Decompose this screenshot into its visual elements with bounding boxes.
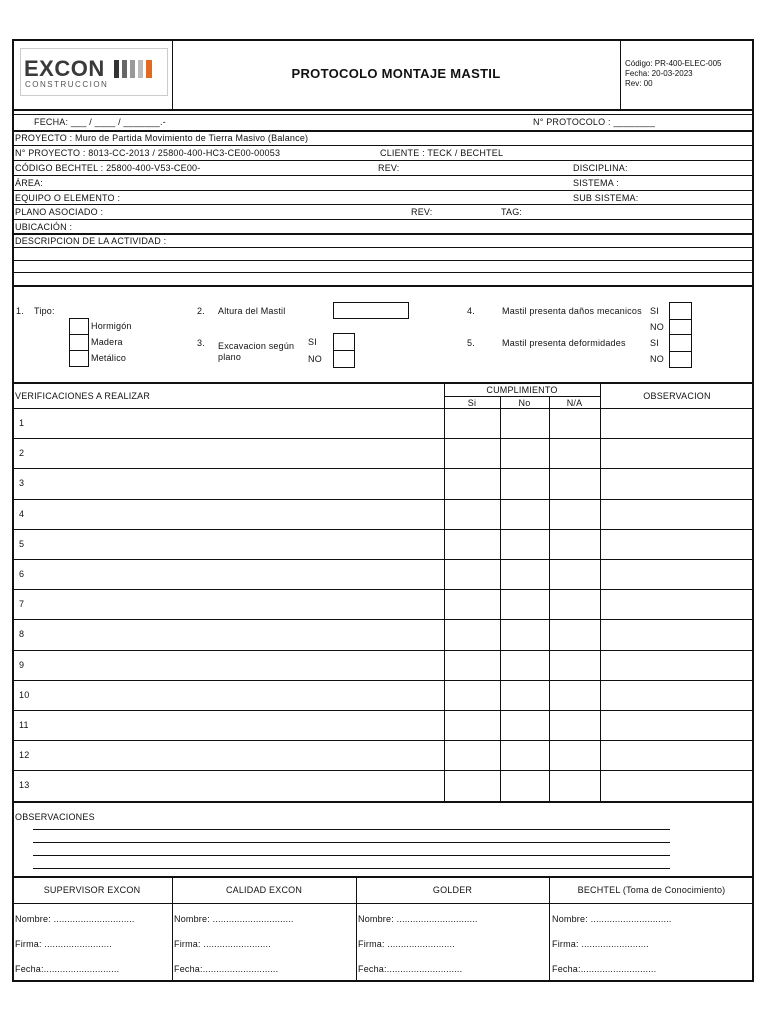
protocolo-field[interactable]: N° PROTOCOLO : ________ bbox=[533, 117, 656, 127]
logo-sub-text: CONSTRUCCION bbox=[25, 80, 109, 89]
verification-cell-si[interactable] bbox=[444, 499, 500, 529]
q3-label-b: plano bbox=[218, 352, 242, 362]
q4-no-label: NO bbox=[650, 322, 664, 332]
verification-cell-na[interactable] bbox=[549, 468, 600, 498]
verification-cell-no[interactable] bbox=[500, 499, 549, 529]
logo-bars bbox=[114, 60, 160, 78]
verification-row-number: 5 bbox=[19, 538, 25, 549]
sig-title-calidad: CALIDAD EXCON bbox=[225, 885, 303, 895]
doc-date: Fecha: 20-03-2023 bbox=[625, 69, 693, 78]
metalico-checkbox[interactable] bbox=[69, 350, 89, 367]
verification-cell-na[interactable] bbox=[549, 559, 600, 589]
sig-nombre-field[interactable]: Nombre: .............................. bbox=[552, 914, 672, 924]
q4-label: Mastil presenta daños mecanicos bbox=[502, 306, 642, 316]
verification-cell-si[interactable] bbox=[444, 589, 500, 619]
obs-line-2[interactable] bbox=[33, 842, 670, 843]
verif-header: VERIFICACIONES A REALIZAR bbox=[15, 391, 151, 401]
verification-cell-obs[interactable] bbox=[600, 619, 754, 649]
verification-row-number: 10 bbox=[19, 689, 30, 700]
verification-cell-si[interactable] bbox=[444, 710, 500, 740]
verification-cell-na[interactable] bbox=[549, 619, 600, 649]
verification-row-number: 11 bbox=[19, 720, 29, 730]
altura-mastil-input[interactable] bbox=[333, 302, 409, 319]
verification-cell-no[interactable] bbox=[500, 770, 549, 800]
q3-number: 3. bbox=[197, 338, 205, 348]
verification-cell-obs[interactable] bbox=[600, 589, 754, 619]
equipo-label: EQUIPO O ELEMENTO : bbox=[15, 193, 121, 203]
sig-firma-field[interactable]: Firma: ......................... bbox=[358, 939, 455, 949]
verification-cell-obs[interactable] bbox=[600, 529, 754, 559]
verification-cell-si[interactable] bbox=[444, 680, 500, 710]
page-title: PROTOCOLO MONTAJE MASTIL bbox=[291, 66, 501, 81]
verification-cell-na[interactable] bbox=[549, 740, 600, 770]
rev2-label: REV: bbox=[411, 207, 433, 217]
q3-no-label: NO bbox=[308, 354, 322, 364]
q5-label: Mastil presenta deformidades bbox=[502, 338, 626, 348]
verification-cell-na[interactable] bbox=[549, 680, 600, 710]
verification-cell-no[interactable] bbox=[500, 710, 549, 740]
excon-logo bbox=[20, 48, 168, 96]
madera-label: Madera bbox=[91, 337, 123, 347]
obs-line-4[interactable] bbox=[33, 868, 670, 869]
sig-fecha-field[interactable]: Fecha:............................ bbox=[358, 964, 463, 974]
verification-cell-na[interactable] bbox=[549, 438, 600, 468]
verification-cell-obs[interactable] bbox=[600, 408, 754, 438]
header-bottom-line bbox=[12, 109, 754, 111]
q1-number: 1. bbox=[16, 306, 24, 316]
verification-cell-na[interactable] bbox=[549, 710, 600, 740]
sig-title-golder: GOLDER bbox=[432, 885, 473, 895]
hormigon-label: Hormigón bbox=[91, 321, 132, 331]
verification-cell-si[interactable] bbox=[444, 529, 500, 559]
verification-cell-obs[interactable] bbox=[600, 770, 754, 800]
n-proyecto-label: N° PROYECTO : 8013-CC-2013 / 25800-400-HC3-CE00-00053 bbox=[15, 148, 281, 158]
verification-row-number: 9 bbox=[19, 659, 25, 670]
verification-row-number: 7 bbox=[19, 599, 25, 610]
col-si-header: Si bbox=[467, 398, 477, 408]
q3-label-a: Excavacion según bbox=[218, 341, 295, 351]
sig-fecha-field[interactable]: Fecha:............................ bbox=[552, 964, 657, 974]
sig-fecha-field[interactable]: Fecha:............................ bbox=[15, 964, 120, 974]
verification-row-number: 8 bbox=[19, 629, 25, 640]
verification-cell-obs[interactable] bbox=[600, 650, 754, 680]
cumplimiento-header: CUMPLIMIENTO bbox=[486, 385, 558, 395]
sig-fecha-field[interactable]: Fecha:............................ bbox=[174, 964, 279, 974]
q5-no-label: NO bbox=[650, 354, 664, 364]
verification-cell-si[interactable] bbox=[444, 740, 500, 770]
sig-nombre-field[interactable]: Nombre: .............................. bbox=[358, 914, 478, 924]
area-label: ÁREA: bbox=[15, 178, 44, 188]
obs-line-1[interactable] bbox=[33, 829, 670, 830]
verification-cell-na[interactable] bbox=[549, 408, 600, 438]
verification-cell-no[interactable] bbox=[500, 589, 549, 619]
proyecto-label: PROYECTO : Muro de Partida Movimiento de Tierra Masivo (Balance) bbox=[15, 133, 309, 143]
doc-code: Código: PR-400-ELEC-005 bbox=[625, 59, 722, 68]
sig-title-bechtel: BECHTEL (Toma de Conocimiento) bbox=[577, 885, 726, 895]
q5-no-checkbox[interactable] bbox=[669, 351, 692, 368]
disciplina-label: DISCIPLINA: bbox=[573, 163, 628, 173]
q1-label: Tipo: bbox=[34, 306, 55, 316]
verification-cell-no[interactable] bbox=[500, 529, 549, 559]
plano-label: PLANO ASOCIADO : bbox=[15, 207, 104, 217]
madera-checkbox[interactable] bbox=[69, 334, 89, 351]
rev-label: REV: bbox=[378, 163, 400, 173]
q5-si-checkbox[interactable] bbox=[669, 334, 692, 352]
metalico-label: Metálico bbox=[91, 353, 127, 363]
q2-number: 2. bbox=[197, 306, 205, 316]
col-no-header: No bbox=[518, 398, 531, 408]
verification-cell-na[interactable] bbox=[549, 499, 600, 529]
fecha-field[interactable]: FECHA: ___ / ____ / _______.- bbox=[34, 117, 166, 127]
verification-cell-na[interactable] bbox=[549, 589, 600, 619]
verification-cell-si[interactable] bbox=[444, 408, 500, 438]
verification-cell-na[interactable] bbox=[549, 770, 600, 800]
doc-rev: Rev: 00 bbox=[625, 79, 653, 88]
sig-firma-field[interactable]: Firma: ......................... bbox=[15, 939, 112, 949]
verification-cell-obs[interactable] bbox=[600, 468, 754, 498]
sig-firma-field[interactable]: Firma: ......................... bbox=[552, 939, 649, 949]
verification-row-number: 2 bbox=[19, 448, 25, 459]
ubicacion-label: UBICACIÓN : bbox=[15, 222, 73, 232]
col-na-header: N/A bbox=[566, 398, 583, 408]
q3-si-checkbox[interactable] bbox=[333, 333, 355, 351]
descripcion-label: DESCRIPCION DE LA ACTIVIDAD : bbox=[15, 236, 167, 246]
verification-cell-obs[interactable] bbox=[600, 680, 754, 710]
q2-label: Altura del Mastil bbox=[218, 306, 286, 316]
verification-cell-si[interactable] bbox=[444, 559, 500, 589]
verification-cell-no[interactable] bbox=[500, 650, 549, 680]
verification-cell-si[interactable] bbox=[444, 438, 500, 468]
cliente-label: CLIENTE : TECK / BECHTEL bbox=[380, 148, 504, 158]
verification-cell-na[interactable] bbox=[549, 650, 600, 680]
sub-sistema-label: SUB SISTEMA: bbox=[573, 193, 639, 203]
verification-cell-obs[interactable] bbox=[600, 559, 754, 589]
verification-cell-no[interactable] bbox=[500, 468, 549, 498]
verification-cell-no[interactable] bbox=[500, 619, 549, 649]
header-divider-right bbox=[620, 40, 621, 109]
verification-cell-no[interactable] bbox=[500, 559, 549, 589]
verification-cell-obs[interactable] bbox=[600, 438, 754, 468]
verification-row-number: 1 bbox=[19, 418, 25, 428]
observaciones-label: OBSERVACIONES bbox=[15, 812, 95, 822]
q5-si-label: SI bbox=[650, 338, 659, 348]
verification-cell-no[interactable] bbox=[500, 680, 549, 710]
verification-row-number: 13 bbox=[19, 780, 30, 791]
q4-si-checkbox[interactable] bbox=[669, 302, 692, 320]
verification-cell-obs[interactable] bbox=[600, 499, 754, 529]
verification-row-number: 12 bbox=[19, 750, 30, 761]
sig-firma-field[interactable]: Firma: ......................... bbox=[174, 939, 271, 949]
sig-nombre-field[interactable]: Nombre: .............................. bbox=[174, 914, 294, 924]
verification-cell-na[interactable] bbox=[549, 529, 600, 559]
q4-number: 4. bbox=[467, 306, 475, 316]
tag-label: TAG: bbox=[501, 207, 523, 217]
verification-cell-si[interactable] bbox=[444, 650, 500, 680]
verification-row-number: 4 bbox=[19, 508, 25, 519]
verification-cell-si[interactable] bbox=[444, 619, 500, 649]
verification-cell-no[interactable] bbox=[500, 740, 549, 770]
q3-no-checkbox[interactable] bbox=[333, 350, 355, 368]
sig-nombre-field[interactable]: Nombre: .............................. bbox=[15, 914, 135, 924]
sig-title-supervisor: SUPERVISOR EXCON bbox=[43, 885, 141, 895]
verification-cell-no[interactable] bbox=[500, 438, 549, 468]
q5-number: 5. bbox=[467, 338, 475, 348]
verification-cell-obs[interactable] bbox=[600, 740, 754, 770]
q3-si-label: SI bbox=[308, 337, 317, 347]
verification-row-number: 3 bbox=[19, 478, 25, 489]
obs-line-3[interactable] bbox=[33, 855, 670, 856]
verification-cell-no[interactable] bbox=[500, 408, 549, 438]
hormigon-checkbox[interactable] bbox=[69, 318, 89, 335]
sistema-label: SISTEMA : bbox=[573, 178, 619, 188]
verification-row-number: 6 bbox=[19, 569, 25, 579]
observacion-header: OBSERVACION bbox=[643, 391, 711, 401]
verification-cell-obs[interactable] bbox=[600, 710, 754, 740]
verification-cell-si[interactable] bbox=[444, 770, 500, 800]
logo-main-text: EXCON bbox=[24, 56, 105, 81]
verification-cell-si[interactable] bbox=[444, 468, 500, 498]
codigo-bechtel-label: CÓDIGO BECHTEL : 25800-400-V53-CE00- bbox=[15, 163, 201, 173]
q4-si-label: SI bbox=[650, 306, 659, 316]
